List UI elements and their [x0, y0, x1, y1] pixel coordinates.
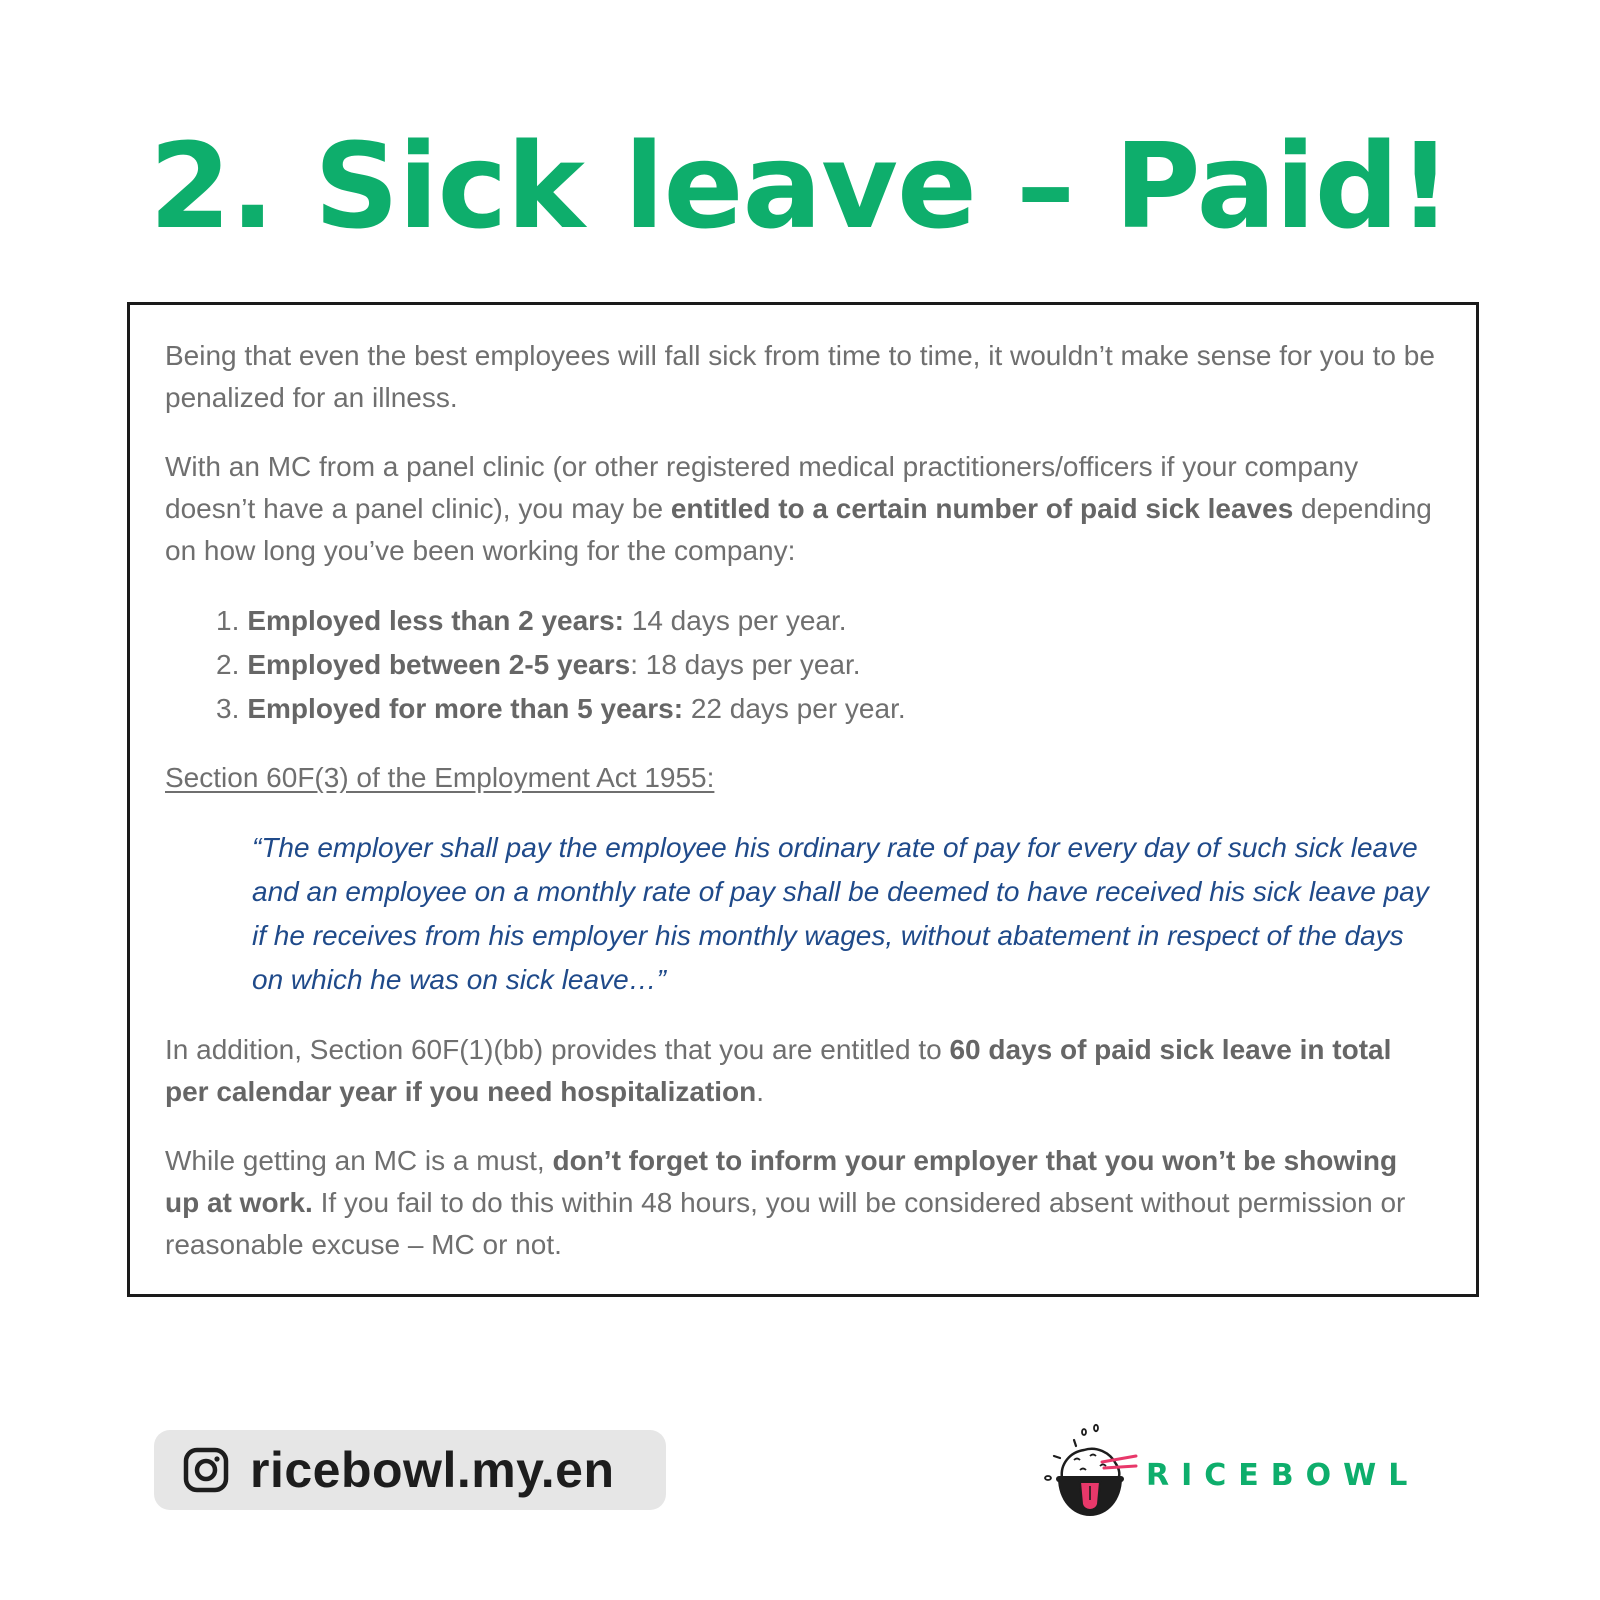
entitlement-emphasis: entitled to a certain number of paid sick leaves [670, 493, 1294, 524]
notify-emphasis: don’t forget to inform your employer that you won’t be showing up at work. [165, 1145, 1398, 1218]
notify-employer-paragraph [165, 1140, 1438, 1266]
entitlement-list [165, 599, 1438, 731]
list-number: 2. [216, 649, 240, 680]
entitlement-text-end: depending on how long you’ve been working for the company: [165, 493, 1432, 566]
instagram-icon [182, 1446, 230, 1494]
entitlement-paragraph [165, 446, 1438, 572]
instagram-handle-pill[interactable] [154, 1430, 666, 1510]
hospitalization-text-end: . [756, 1076, 765, 1107]
notify-text: While getting an MC is a must, [165, 1145, 553, 1176]
ricebowl-logo[interactable] [1040, 1420, 1420, 1530]
legal-quote: “The employer shall pay the employee his ordinary rate of pay for every day of such sick leave and an employee on a monthly rate of pay shall be deemed to have received his sick leave pay if he receives from his employer his monthly wages, without abatement in respect of the days on which he was on sick leave…” [252, 832, 1429, 995]
rice-bowl-mascot-icon [1040, 1420, 1140, 1530]
list-item [216, 599, 1438, 643]
list-item-value: 22 days per year. [683, 693, 906, 724]
list-item-label: Employed between 2-5 years [247, 649, 631, 680]
section-reference-link[interactable]: Section 60F(3) of the Employment Act 1955: [165, 762, 715, 793]
article-card [127, 302, 1479, 1297]
entitlement-text: With an MC from a panel clinic (or other registered medical practitioners/officers if your company doesn’t have a panel clinic), you may be [165, 451, 1359, 524]
intro-paragraph: Being that even the best employees will fall sick from time to time, it wouldn’t make sense for you to be penalized for an illness. [165, 340, 1435, 413]
list-item-label: Employed for more than 5 years: [247, 693, 684, 724]
list-item-label: Employed less than 2 years: [247, 605, 624, 636]
list-item-value: : 18 days per year. [630, 649, 861, 680]
list-number: 3. [216, 693, 240, 724]
list-number: 1. [216, 605, 240, 636]
list-item [216, 687, 1438, 731]
instagram-handle: ricebowl.my.en [250, 1442, 615, 1498]
page-title: 2. Sick leave – Paid! [149, 117, 1451, 255]
list-item [216, 643, 1438, 687]
hospitalization-text: In addition, Section 60F(1)(bb) provides that you are entitled to [165, 1034, 950, 1065]
hospitalization-paragraph [165, 1029, 1438, 1113]
ricebowl-wordmark: RICEBOWL [1146, 1457, 1420, 1493]
list-item-value: 14 days per year. [623, 605, 847, 636]
hospitalization-emphasis: 60 days of paid sick leave in total per calendar year if you need hospitalization [165, 1034, 1392, 1107]
notify-text-end: If you fail to do this within 48 hours, you will be considered absent without permission or reasonable excuse – MC or not. [165, 1187, 1406, 1260]
